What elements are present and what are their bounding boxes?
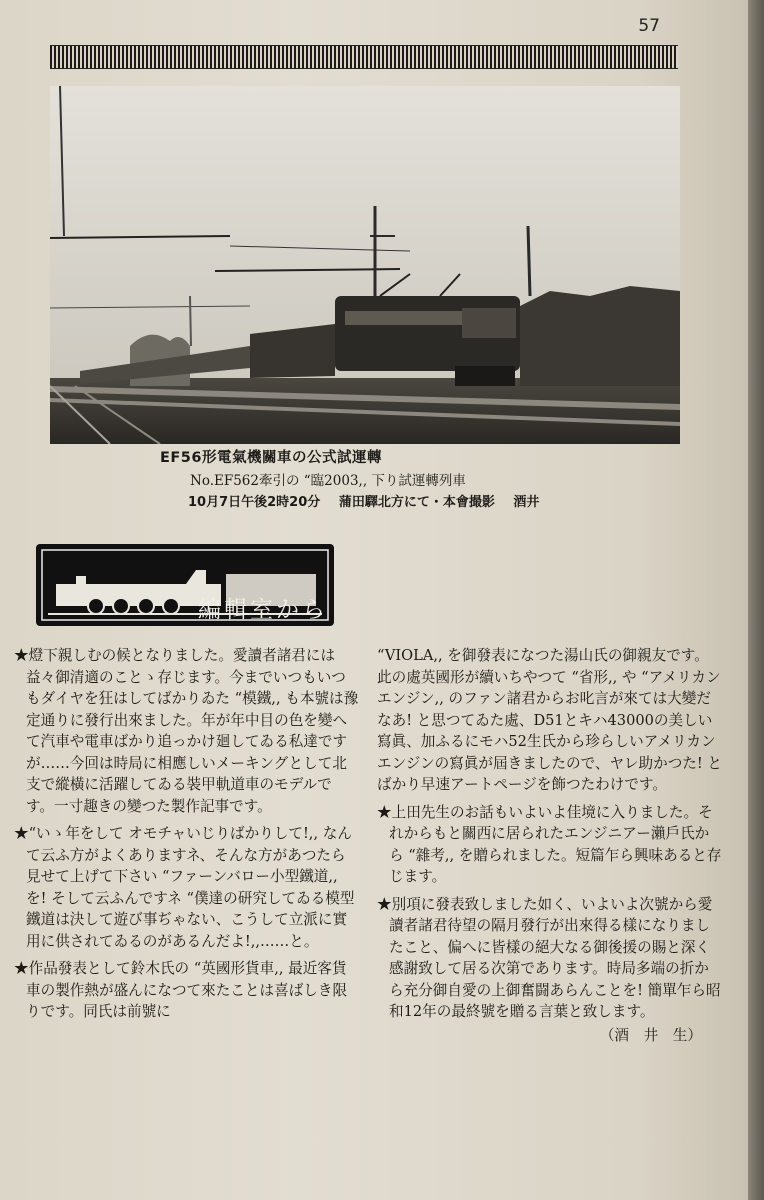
editorial-heading: 編輯室から: [198, 597, 328, 623]
photo-caption-title: EF56形電氣機關車の公式試運轉: [160, 450, 382, 466]
editorial-column-right: [377, 645, 722, 1046]
page-edge: [748, 0, 764, 1200]
decorative-rule: [50, 45, 678, 69]
locomotive-photo-drawing: [50, 86, 680, 444]
photo-caption-credit: 酒井: [513, 495, 540, 510]
editorial-paragraph: ★上田先生のお話もいよいよ佳境に入りました。それからもと關西に居られたエンジニアー瀨戶氏から “雜考,, を贈られました。短篇乍ら興味あると存じます。: [377, 803, 722, 885]
editorial-heading-emblem: [36, 544, 334, 626]
editorial-signature: （酒 井 生）: [599, 1026, 702, 1044]
photo-caption-date: 10月7日午後2時20分: [188, 495, 321, 510]
editorial-paragraph: “VIOLA,, を御發表になつた湯山氏の御親友です。此の處英國形が續いちやつて “省形,, や “アメリカン エンジン,, のファン諸君からお叱言が來ては大變だなあ! と思つてゐた處、D51とキハ43000の美しい寫眞、加ふるにモハ52生氏から珍らしいアメリカン エンジンの寫眞が屆きましたので、ヤレ助かつた! とばかり早速アートページを飾つたわけです。: [377, 647, 722, 793]
page-number: 57: [638, 16, 660, 36]
editorial-paragraph: ★燈下親しむの候となりました。愛讀者諸君には益々御清適のことゝ存じます。今までいつもいつもダイヤを狂はしてばかりゐた “模鐵,, も本號は豫定通りに發行出來ました。年が年中目の色を變へて汽車や電車ばかり追っかけ廻してゐる私達ですが……今回は時局に相應しいメーキングとして北支で縱橫に活躍してゐる裝甲軌道車のモデルです。一寸趣きの變つた製作記事です。: [14, 647, 359, 815]
editorial-paragraph: ★“いゝ年をして オモチャいじりばかりして!,, なんて云ふ方がよくありますネ、そんな方があつたら見せて上げて下さい “ファーンバロー小型鐵道,, を! そして云ふんですネ “僕達の研究してゐる模型鐵道は決して遊び事ぢゃない、こうして立派に實用に供されてゐるのがあるんだよ!,,……と。: [14, 825, 355, 950]
editorial-column-left: [14, 645, 359, 1029]
editorial-paragraph: ★別項に發表致しました如く、いよいよ次號から愛讀者諸君待望の隔月發行が出來得る樣になりましたこと、偏へに皆樣の絕大なる御後援の賜と深く感謝致して居る次第であります。時局多端の折から充分御自愛の上御奮闘あらんことを! 簡單乍ら昭和12年の最終號を贈る言葉と致します。: [377, 895, 721, 1020]
photo-caption-place: 蒲田驛北方にて・本會撮影: [338, 495, 495, 510]
editorial-paragraph: ★作品發表として鈴木氏の “英國形貨車,, 最近客貨車の製作熱が盛んになつて來たことは喜ばしき限りです。同氏は前號に: [14, 960, 348, 1020]
photo-caption-subtitle: No.EF562牽引の “臨2003,, 下り試運轉列車: [190, 473, 466, 489]
photo-caption-details: [188, 491, 764, 510]
locomotive-photo: [50, 86, 680, 444]
